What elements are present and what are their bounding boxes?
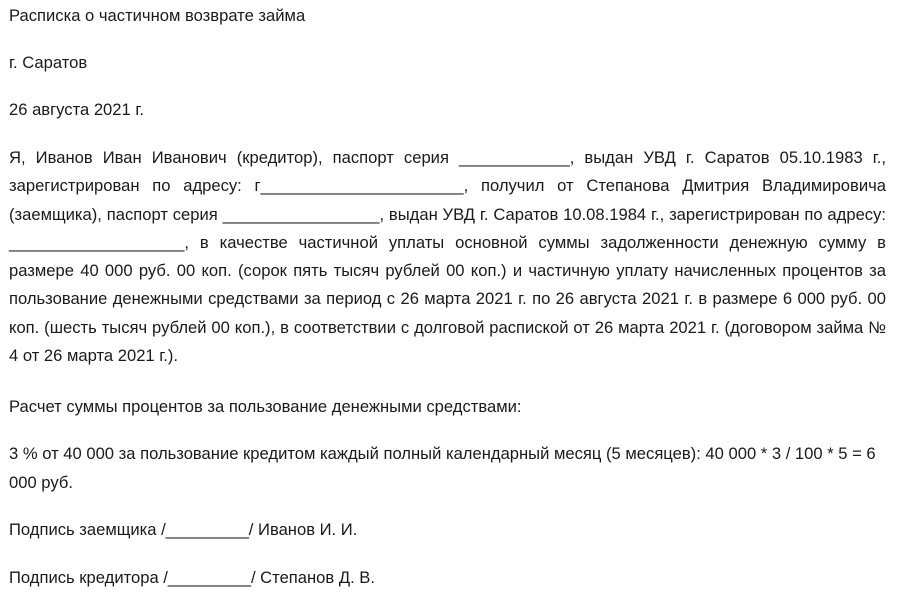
document-city: г. Саратов (9, 53, 88, 72)
document-title: Расписка о частичном возврате займа (9, 6, 306, 25)
borrower-signature-line: Подпись заемщика /_________/ Иванов И. И. (9, 520, 358, 539)
document-date: 26 августа 2021 г. (9, 100, 144, 119)
creditor-signature-line: Подпись кредитора /_________/ Степанов Д. В. (9, 568, 375, 587)
calculation-text: 3 % от 40 000 за пользование кредитом каждый полный календарный месяц (5 месяцев): 40 000 * 3 / 100 * 5 = 6 000 руб. (9, 444, 876, 492)
calculation-heading: Расчет суммы процентов за пользование денежными средствами: (9, 397, 522, 416)
document-body-paragraph: Я, Иванов Иван Иванович (кредитор), паспорт серия ____________, выдан УВД г. Саратов 05.10.1983 г., зарегистрирован по адресу: г______________________, получил от Степанова Дмитрия Владимировича (заемщика), паспорт серия _________________, выдан УВД г. Саратов 10.08.1984 г., зарегистрирован по адресу: ___________________, в качестве частичной уплаты основной суммы задолженности денежную сумму в размере 40 000 руб. 00 коп. (сорок пять тысяч рублей 00 коп.) и частичную уплату начисленных процентов за пользование денежными средствами за период с 26 марта 2021 г. по 26 августа 2021 г. в размере 6 000 руб. 00 коп. (шесть тысяч рублей 00 коп.), в соответствии с долговой распиской от 26 марта 2021 г. (договором займа № 4 от 26 марта 2021 г.). (9, 148, 886, 366)
